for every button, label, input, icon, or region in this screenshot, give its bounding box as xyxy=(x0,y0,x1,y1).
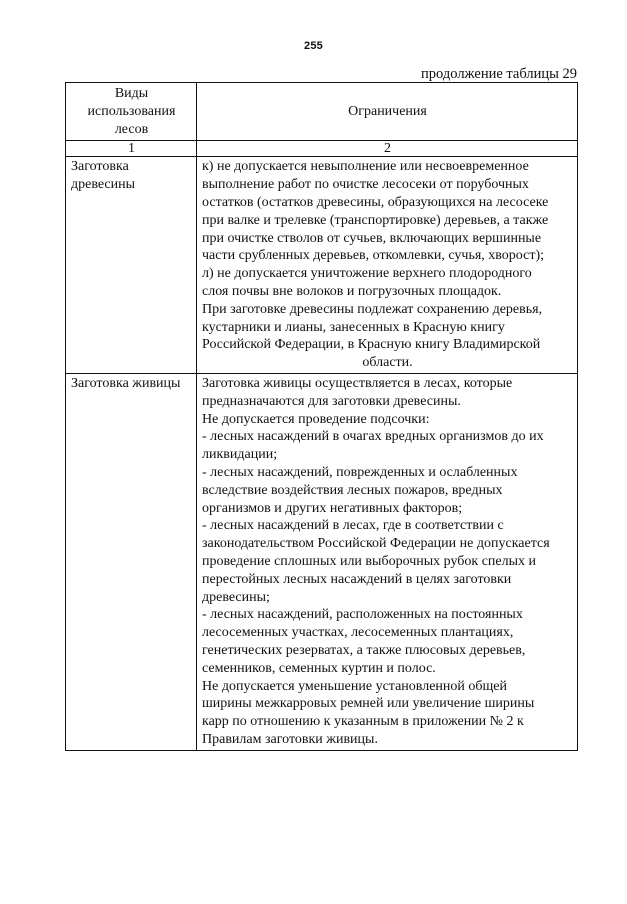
cell-line: лесосеменных участках, лесосеменных плантациях, xyxy=(202,625,514,641)
cell-line: организмов и других негативных факторов; xyxy=(202,500,463,516)
table-row xyxy=(66,157,578,374)
column-number: 2 xyxy=(197,141,578,157)
column-number: 1 xyxy=(66,141,197,157)
forest-use-type-cell xyxy=(66,157,197,374)
header-line: использования xyxy=(87,103,176,119)
cell-line: - лесных насаждений в лесах, где в соответствии с xyxy=(202,518,504,534)
cell-line: слоя почвы вне волоков и погрузочных площадок. xyxy=(202,283,502,299)
restrictions-cell xyxy=(197,373,578,750)
cell-line: вследствие воздействия лесных пожаров, вредных xyxy=(202,482,503,498)
cell-line: области. xyxy=(362,355,413,371)
cell-line: - лесных насаждений, расположенных на постоянных xyxy=(202,607,523,623)
restrictions-table xyxy=(65,82,578,751)
cell-line: ширины межкарровых ремней или увеличение ширины xyxy=(202,696,535,712)
cell-line: При заготовке древесины подлежат сохранению деревья, xyxy=(202,301,543,317)
page-number: 255 xyxy=(304,40,323,52)
cell-line: л) не допускается уничтожение верхнего плодородного xyxy=(202,266,532,282)
cell-line: - лесных насаждений, поврежденных и ослабленных xyxy=(202,464,518,480)
cell-line: Заготовка живицы xyxy=(71,375,181,391)
cell-line: Заготовка xyxy=(71,159,129,175)
cell-line: перестойных лесных насаждений в целях заготовки xyxy=(202,571,512,587)
cell-line: остатков (остатков древесины, образующихся на лесосеке xyxy=(202,194,549,210)
cell-line: к) не допускается невыполнение или несвоевременное xyxy=(202,159,529,175)
cell-line: при очистке стволов от сучьев, включающих вершинные xyxy=(202,230,542,246)
table-continuation-label: продолжение таблицы 29 xyxy=(421,66,577,82)
restrictions-cell xyxy=(197,157,578,374)
cell-line: предназначаются для заготовки древесины. xyxy=(202,393,461,409)
header-line: Виды xyxy=(114,86,149,101)
cell-line: Российской Федерации, в Красную книгу Владимирской xyxy=(202,337,541,353)
cell-line: Правилам заготовки живицы. xyxy=(202,731,378,747)
cell-line: проведение сплошных или выборочных рубок спелых и xyxy=(202,553,537,569)
cell-line: выполнение работ по очистке лесосеки от порубочных xyxy=(202,177,529,193)
cell-line: законодательством Российской Федерации не допускается xyxy=(202,536,550,552)
cell-line: древесины xyxy=(71,177,136,193)
cell-line: при валке и трелевке (транспортировке) деревьев, а также xyxy=(202,212,549,228)
cell-line: Не допускается проведение подсочки: xyxy=(202,411,430,427)
cell-line: генетических резерватах, а также плюсовых деревьев, xyxy=(202,642,526,658)
cell-line: ликвидации; xyxy=(202,447,278,463)
header-restrictions-label: Ограничения xyxy=(348,103,427,119)
cell-line: Не допускается уменьшение установленной общей xyxy=(202,678,507,694)
cell-line: древесины; xyxy=(202,589,270,605)
cell-line: семенников, семенных куртин и полос. xyxy=(202,660,436,676)
header-line: лесов xyxy=(114,121,149,137)
header-forest-use-types xyxy=(66,83,197,141)
cell-line: - лесных насаждений в очагах вредных организмов до их xyxy=(202,429,544,445)
cell-line: карр по отношению к указанным в приложении № 2 к xyxy=(202,714,524,730)
forest-use-type-cell xyxy=(66,373,197,750)
column-number-row xyxy=(66,141,578,157)
cell-line: части срубленных деревьев, откомлевки, сучья, хворост); xyxy=(202,248,545,264)
cell-line: кустарники и лианы, занесенных в Красную книгу xyxy=(202,319,505,335)
table-row xyxy=(66,373,578,750)
header-restrictions xyxy=(197,83,578,141)
cell-line: Заготовка живицы осуществляется в лесах, которые xyxy=(202,375,513,391)
table-header-row xyxy=(66,83,578,141)
